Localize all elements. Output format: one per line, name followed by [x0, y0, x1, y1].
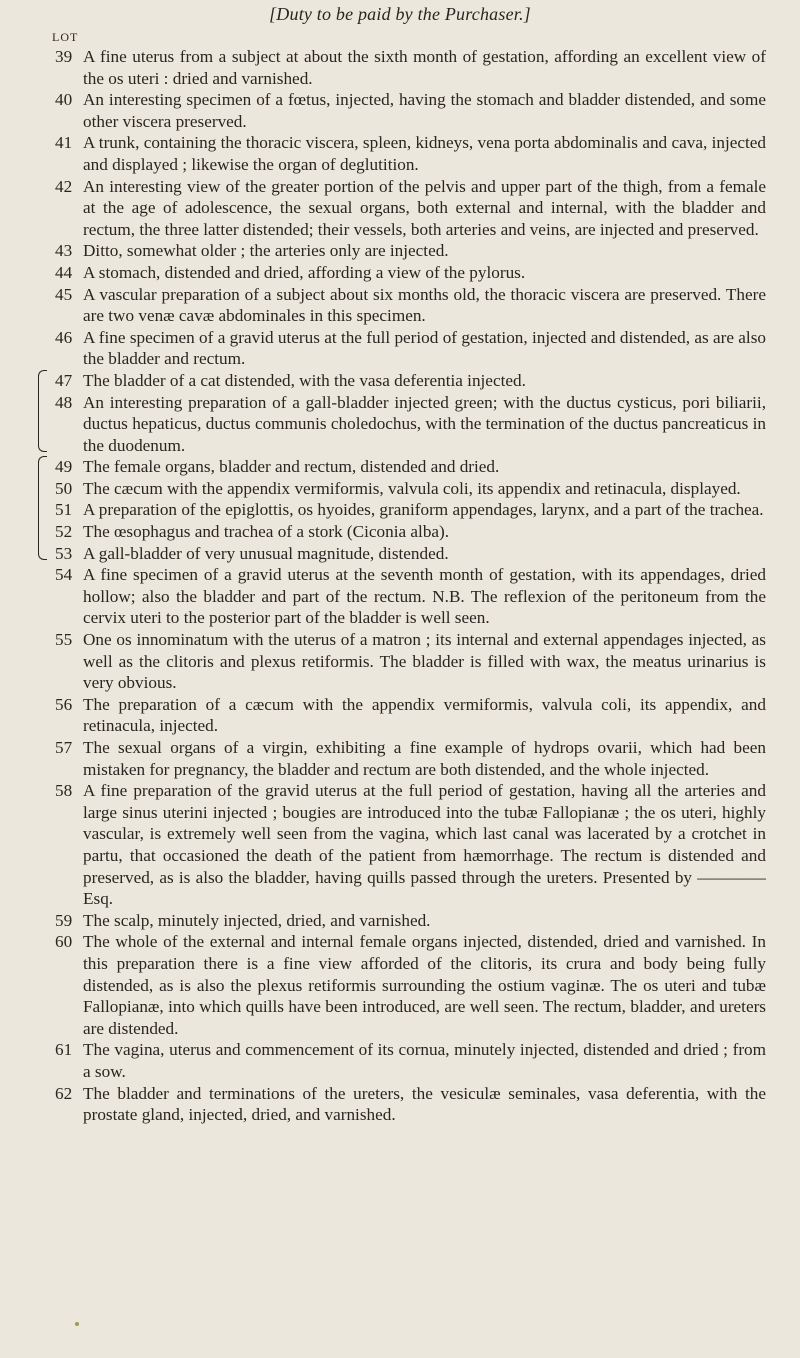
lot-description: A fine preparation of the gravid uterus at the full period of gestation, having all the arteries and large sinus uterini injected ; bougies are introduced into the tubæ Fallopianæ ; the os uteri, highly vascular, is extremely well seen from the vagina, which last canal was lacerated by a crotchet in partu, that occasioned the death of the patient from hæmorrhage. The rectum is distended and preserved, as is also the bladder, having quills passed through the ureters. Presented by ———— Esq. [83, 781, 766, 909]
catalogue-entry [52, 478, 766, 500]
lot-description: The preparation of a cæcum with the appendix vermiformis, valvula coli, its appendix, and retinacula, injected. [83, 694, 766, 736]
lot-description: A gall-bladder of very unusual magnitude, distended. [83, 543, 449, 563]
lot-number: 45 [55, 284, 73, 304]
lot-number: 52 [55, 522, 73, 542]
lot-description: The bladder and terminations of the ureters, the vesiculæ seminales, vasa deferentia, with the prostate gland, injected, dried, and varnished. [83, 1083, 766, 1125]
catalogue-entry [52, 89, 766, 132]
lot-description: A fine uterus from a subject at about the sixth month of gestation, affording an excellent view of the os uteri : dried and varnished. [83, 47, 766, 88]
lot-description: A fine specimen of a gravid uterus at the full period of gestation, injected and distended, as are also the bladder and rectum. [83, 327, 766, 369]
catalogue-entry [52, 629, 766, 694]
lot-description: An interesting specimen of a fœtus, injected, having the stomach and bladder distended, and some other viscera preserved. [83, 90, 766, 131]
lot-number: 44 [55, 262, 73, 282]
lot-number: 49 [55, 457, 73, 477]
lot-description: A preparation of the epiglottis, os hyoides, graniform appendages, larynx, and a part of the trachea. [83, 500, 764, 520]
lot-description: A vascular preparation of a subject about six months old, the thoracic viscera are preserved. There are two venæ cavæ abdominales in this specimen. [83, 284, 766, 326]
catalogue-entry [52, 240, 766, 262]
lot-number: 53 [55, 543, 73, 563]
catalogue-entry [52, 262, 766, 284]
catalogue-entry [52, 1083, 766, 1126]
lot-number: 62 [55, 1083, 73, 1103]
lot-number: 58 [55, 781, 73, 801]
group-bracket [38, 456, 47, 560]
lot-description: The sexual organs of a virgin, exhibiting a fine example of hydrops ovarii, which had been mistaken for pregnancy, the bladder and rectum are both distended, and the whole injected. [83, 738, 766, 779]
lot-description: An interesting view of the greater portion of the pelvis and upper part of the thigh, from a female at the age of adolescence, the sexual organs, both external and internal, with the bladder and rectum, the three latter distended; their vessels, both arteries and veins, are injected and preserved. [83, 176, 766, 239]
page-header: [Duty to be paid by the Purchaser.] [269, 4, 531, 24]
lot-number: 54 [55, 565, 73, 585]
lot-number: 60 [55, 932, 73, 952]
lot-description: The cæcum with the appendix vermiformis, valvula coli, its appendix and retinacula, displayed. [83, 478, 741, 498]
lot-description: A stomach, distended and dried, affording a view of the pylorus. [83, 262, 526, 282]
catalogue-entry [52, 456, 766, 478]
lot-number: 41 [55, 133, 73, 153]
lot-description: A trunk, containing the thoracic viscera, spleen, kidneys, vena porta abdominalis and cava, injected and displayed ; likewise the organ of deglutition. [83, 133, 766, 174]
catalogue-entries [52, 46, 766, 1126]
lot-number: 55 [55, 630, 73, 650]
lot-number: 39 [55, 47, 73, 66]
lot-description: A fine specimen of a gravid uterus at the seventh month of gestation, with its appendages, dried hollow; also the bladder and part of the rectum. N.B. The reflexion of the peritoneum from the cervix uteri to the posterior part of the bladder is well seen. [83, 565, 766, 628]
catalogue-entry [52, 132, 766, 175]
lot-number: 43 [55, 241, 73, 261]
lot-number: 46 [55, 327, 73, 347]
ink-speck [75, 1322, 79, 1326]
catalogue-entry [52, 1039, 766, 1082]
catalogue-entry [52, 910, 766, 932]
lot-description: The whole of the external and internal female organs injected, distended, dried and varnished. In this preparation there is a fine view afforded of the clitoris, its crura and body being fully distended, as is also the plexus retiformis surrounding the ostium vaginæ. The os uteri and tubæ Fallopianæ, into which quills have been introduced, are well seen. The rectum, bladder, and ureters are distended. [83, 932, 766, 1038]
catalogue-entry [52, 176, 766, 241]
catalogue-entry [52, 327, 766, 370]
lot-number: 42 [55, 176, 73, 196]
catalogue-entry [52, 780, 766, 910]
lot-number: 51 [55, 500, 73, 520]
group-bracket [38, 370, 47, 452]
lot-number: 47 [55, 370, 73, 390]
catalogue-entry [52, 370, 766, 392]
catalogue-entry [52, 931, 766, 1039]
catalogue-entry [52, 694, 766, 737]
lot-number: 40 [55, 90, 73, 110]
catalogue-entry [52, 499, 766, 521]
lot-description: The œsophagus and trachea of a stork (Ciconia alba). [83, 522, 450, 542]
lot-description: The scalp, minutely injected, dried, and varnished. [83, 910, 431, 930]
lot-number: 59 [55, 910, 73, 930]
catalogue-entry [52, 737, 766, 780]
lot-description: The bladder of a cat distended, with the vasa deferentia injected. [83, 370, 526, 390]
catalogue-entry [52, 46, 766, 89]
catalogue-entry [52, 564, 766, 629]
catalogue-entry [52, 392, 766, 457]
lot-number: 48 [55, 392, 73, 412]
lot-description: The vagina, uterus and commencement of its cornua, minutely injected, distended and dried ; from a sow. [83, 1040, 766, 1081]
lot-number: 56 [55, 694, 73, 714]
lot-description: An interesting preparation of a gall-bladder injected green; with the ductus cysticus, pori biliarii, ductus hepaticus, ductus communis choledochus, with the termination of the ductus pancreaticus in the duodenum. [83, 392, 766, 455]
catalogue-entry [52, 284, 766, 327]
lot-description: One os innominatum with the uterus of a matron ; its internal and external appendages injected, as well as the clitoris and plexus retiformis. The bladder is filled with wax, the meatus urinarius is very obvious. [83, 630, 766, 693]
lot-description: Ditto, somewhat older ; the arteries only are injected. [83, 241, 449, 261]
lot-description: The female organs, bladder and rectum, distended and dried. [83, 457, 500, 477]
lot-number: 57 [55, 738, 73, 757]
lot-number: 50 [55, 478, 73, 498]
catalogue-entry [52, 521, 766, 543]
lot-number: 61 [55, 1040, 73, 1060]
catalogue-entry [52, 543, 766, 565]
lot-label: LOT [52, 30, 79, 44]
